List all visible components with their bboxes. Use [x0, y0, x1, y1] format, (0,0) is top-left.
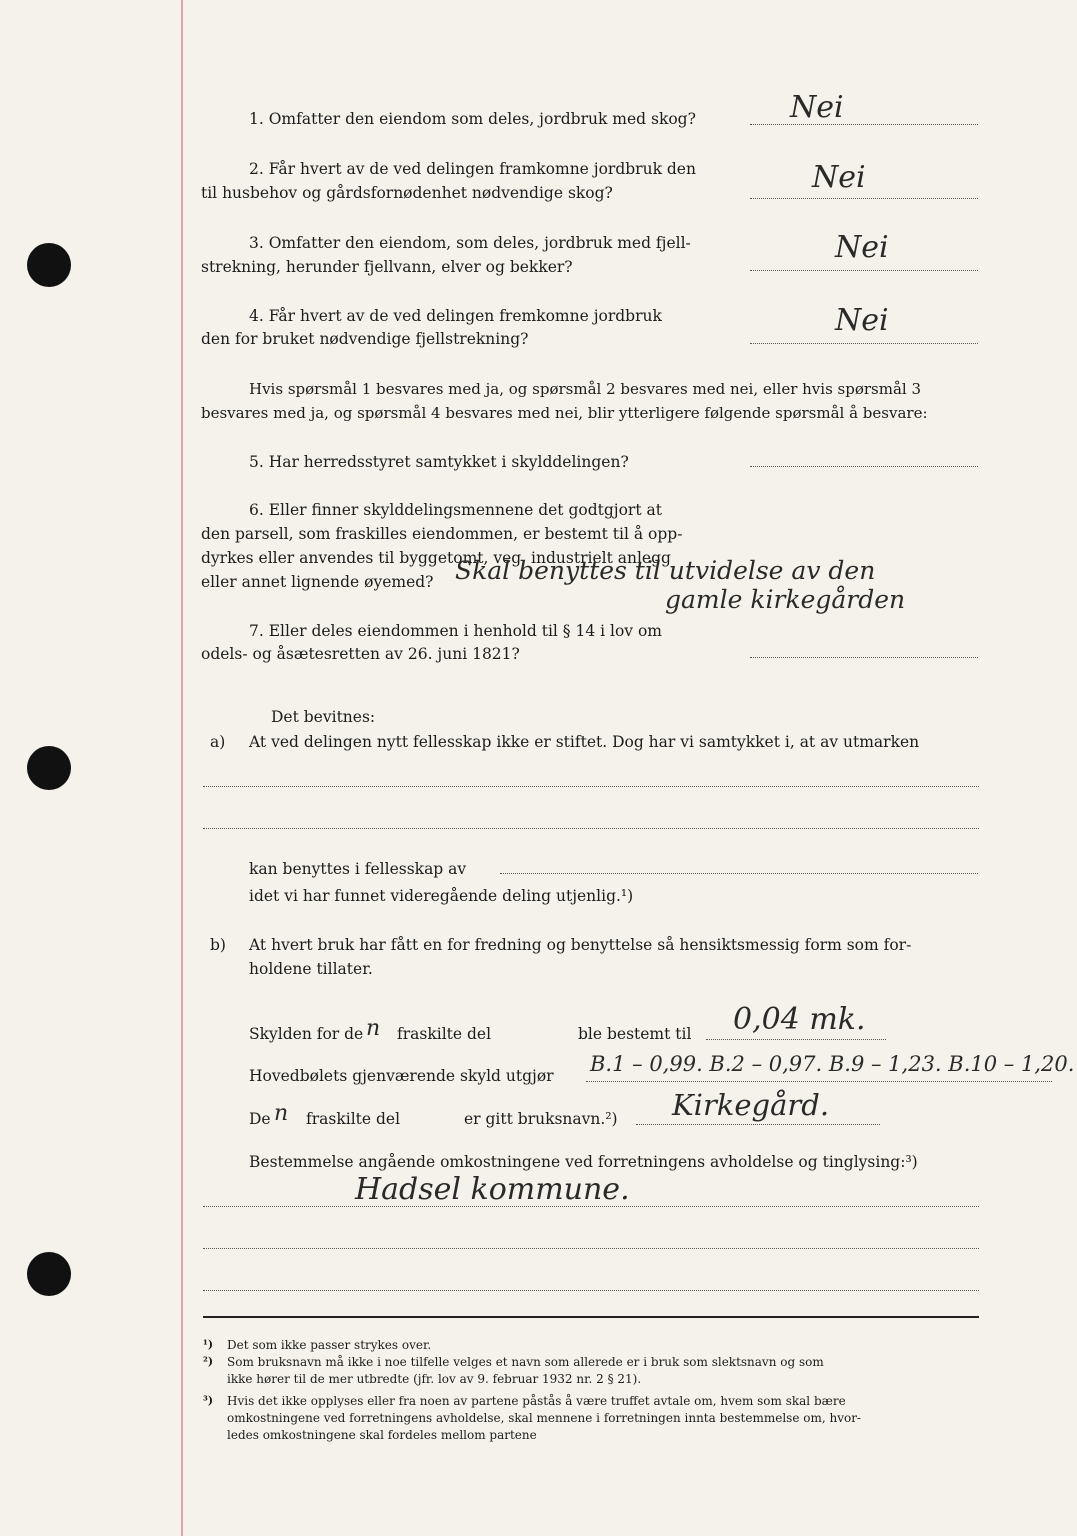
testimony-intro: Det bevitnes:	[271, 708, 376, 726]
question-4-line-1: 4. Får hvert av de ved delingen fremkomne jordbruk	[249, 307, 662, 325]
condition-line-2: besvares med ja, og spørsmål 4 besvares med nei, blir ytterligere følgende spørsmål å besvare:	[201, 404, 928, 422]
footnote-2-line-2: ikke hører til de mer utbredte (jfr. lov av 9. februar 1932 nr. 2 § 21).	[227, 1372, 642, 1386]
answer-line	[750, 124, 978, 125]
answer-line	[750, 657, 978, 658]
hovedbol-value: B.1 – 0,99. B.2 – 0,97. B.9 – 1,23. B.10 – 1,20.	[590, 1052, 1075, 1076]
answer-line	[750, 343, 978, 344]
answer-line	[750, 270, 978, 271]
navn-label-c: er gitt bruksnavn.²)	[464, 1110, 618, 1128]
testimony-a-text: At ved delingen nytt fellesskap ikke er stiftet. Dog har vi samtykket i, at av utmarken	[249, 733, 920, 751]
shared-use-label: kan benyttes i fellesskap av	[249, 860, 467, 878]
skyld-label-c: ble bestemt til	[578, 1025, 692, 1043]
navn-label-b: fraskilte del	[306, 1110, 401, 1128]
navn-label-a: De	[249, 1110, 271, 1128]
utjenlig-text: idet vi har funnet videregående deling utjenlig.¹)	[249, 887, 634, 905]
answer-6-line-1: Skal benyttes til utvidelse av den	[455, 556, 876, 585]
question-6-line-2: den parsell, som fraskilles eiendommen, er bestemt til å opp-	[201, 525, 683, 543]
testimony-b-label: b)	[210, 936, 226, 954]
blank-line	[203, 828, 979, 829]
skyld-value: 0,04 mk.	[733, 1002, 866, 1037]
hovedbol-label: Hovedbølets gjenværende skyld utgjør	[249, 1067, 554, 1085]
answer-1: Nei	[790, 90, 844, 125]
question-1: 1. Omfatter den eiendom som deles, jordbruk med skog?	[249, 110, 696, 128]
answer-line	[706, 1039, 886, 1040]
answer-2: Nei	[812, 160, 866, 195]
question-3-line-2: strekning, herunder fjellvann, elver og bekker?	[201, 258, 573, 276]
answer-line	[636, 1124, 880, 1125]
blank-line	[203, 1248, 979, 1249]
blank-line	[203, 786, 979, 787]
answer-6-line-2: gamle kirkegården	[665, 585, 906, 614]
question-5: 5. Har herredsstyret samtykket i skylddelingen?	[249, 453, 629, 471]
omkostning-value: Hadsel kommune.	[355, 1172, 630, 1207]
answer-3: Nei	[835, 230, 889, 265]
footnote-3-line-2: omkostningene ved forretningens avholdelse, skal mennene i forretningen innta bestemmelse om, hvor-	[227, 1411, 861, 1425]
answer-line	[750, 198, 978, 199]
question-3-line-1: 3. Omfatter den eiendom, som deles, jordbruk med fjell-	[249, 234, 691, 252]
skyld-handwritten: n	[366, 1016, 381, 1041]
margin-line	[181, 0, 183, 1536]
answer-line	[586, 1081, 1052, 1082]
footnote-3-line-1: Hvis det ikke opplyses eller fra noen av partene påstås å være truffet avtale om, hvem som skal bære	[227, 1394, 846, 1408]
question-7-line-1: 7. Eller deles eiendommen i henhold til § 14 i lov om	[249, 622, 663, 640]
question-6-line-3: dyrkes eller anvendes til byggetomt, veg, industrielt anlegg	[201, 549, 671, 567]
testimony-b-line-2: holdene tillater.	[249, 960, 373, 978]
footnote-1-mark: ¹)	[203, 1338, 214, 1351]
footnote-1: Det som ikke passer strykes over.	[227, 1338, 432, 1352]
question-6-line-1: 6. Eller finner skylddelingsmennene det godtgjort at	[249, 501, 662, 519]
footnote-rule	[203, 1316, 979, 1318]
omkostning-label: Bestemmelse angående omkostningene ved forretningens avholdelse og tinglysing:³)	[249, 1153, 918, 1171]
condition-line-1: Hvis spørsmål 1 besvares med ja, og spørsmål 2 besvares med nei, eller hvis spørsmål 3	[249, 380, 922, 398]
skyld-label-b: fraskilte del	[397, 1025, 492, 1043]
answer-4: Nei	[835, 303, 889, 338]
blank-line	[500, 873, 978, 874]
footnote-2-line-1: Som bruksnavn må ikke i noe tilfelle velges et navn som allerede er i bruk som slektsnavn og som	[227, 1355, 824, 1369]
punch-hole	[27, 243, 71, 287]
answer-line	[750, 466, 978, 467]
testimony-a-label: a)	[210, 733, 226, 751]
punch-hole	[27, 746, 71, 790]
blank-line	[203, 1290, 979, 1291]
skyld-label-a: Skylden for de	[249, 1025, 364, 1043]
testimony-b-line-1: At hvert bruk har fått en for fredning og benyttelse så hensiktsmessig form som for-	[249, 936, 912, 954]
question-6-line-4: eller annet lignende øyemed?	[201, 573, 434, 591]
navn-handwritten: n	[274, 1101, 289, 1126]
footnote-2-mark: ²)	[203, 1355, 214, 1368]
footnote-3-mark: ³)	[203, 1394, 214, 1407]
footnote-3-line-3: ledes omkostningene skal fordeles mellom partene	[227, 1428, 537, 1442]
punch-hole	[27, 1252, 71, 1296]
question-2-line-1: 2. Får hvert av de ved delingen framkomne jordbruk den	[249, 160, 696, 178]
question-2-line-2: til husbehov og gårdsfornødenhet nødvendige skog?	[201, 184, 613, 202]
question-4-line-2: den for bruket nødvendige fjellstrekning?	[201, 330, 529, 348]
navn-value: Kirkegård.	[672, 1088, 830, 1122]
blank-line	[203, 1206, 979, 1207]
question-7-line-2: odels- og åsætesretten av 26. juni 1821?	[201, 645, 520, 663]
